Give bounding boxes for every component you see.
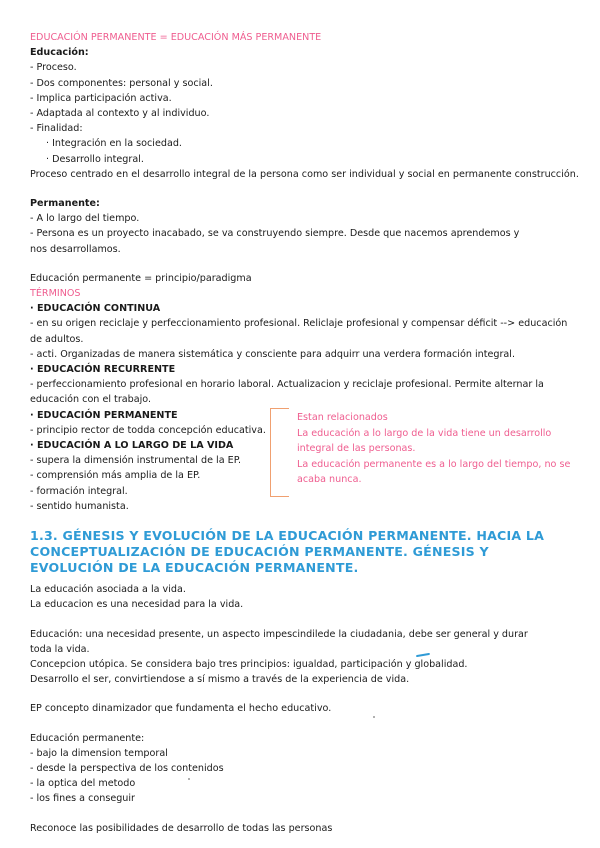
permanente-item: - Persona es un proyecto inacabado, se va construyendo siempre. Desde que nacemos aprendemos y nos desarrollamos. [30,228,520,255]
page-header: EDUCACIÓN PERMANENTE = EDUCACIÓN MÁS PERMANENTE [30,32,322,43]
margin-note [297,410,577,488]
educacion-summary: Proceso centrado en el desarrollo integral de la persona como ser individual y social en permanente construcción. [30,168,579,180]
educacion-subitem: · Integración en la sociedad. [46,138,182,150]
vida-item: - sentido humanista. [30,500,129,512]
educacion-item: - Proceso. [30,62,77,74]
ep-list-item: - desde la perspectiva de los contenidos [30,762,224,774]
continua-title: · EDUCACIÓN CONTINUA [30,303,161,315]
note-line: La educación a lo largo de la vida tiene un desarrollo integral de las personas. [297,427,552,454]
educacion-item: - Finalidad: [30,123,83,135]
continua-item: - en su origen reciclaje y perfeccionamiento profesional. Reliclaje profesional y compensar déficit --> educación de adultos. [30,318,568,345]
permanente-heading: Permanente: [30,198,100,210]
ep-list-item: - la optica del metodo [30,778,136,790]
educacion-item: - Dos componentes: personal y social. [30,77,213,89]
section-title: 1.3. GÉNESIS Y EVOLUCIÓN DE LA EDUCACIÓN PERMANENTE. HACIA LA CONCEPTUALIZACIÓN DE EDUCACIÓN PERMANENTE. GÉNESIS Y EVOLUCIÓN DE LA EDUCACIÓN PERMANENTE. [30,528,545,576]
section-paragraph-line: Concepcion utópica. Se considera bajo tres principios: igualdad, participación y globalidad. [30,658,468,670]
section-paragraph-line: La educación asociada a la vida. [30,584,186,596]
continua-item: - acti. Organizadas de manera sistemática y consciente para adquirr una verdera formación integral. [30,348,516,360]
ep-list-heading: Educación permanente: [30,732,145,744]
educacion-heading: Educación: [30,47,89,59]
ep-list-item: - bajo la dimension temporal [30,747,168,759]
stray-dot-mark [188,778,190,780]
recurrente-item: - perfeccionamiento profesional en horario laboral. Actualizacion y reciclaje profesional. Permite alternar la educación con el trabajo. [30,379,544,406]
note-line: Estan relacionados [297,412,388,423]
vida-item: - supera la dimensión instrumental de la EP. [30,455,242,467]
educacion-subitem: · Desarrollo integral. [46,153,144,165]
principio-text: Educación permanente = principio/paradigma [30,272,252,284]
permanente-item: - A lo largo del tiempo. [30,213,140,225]
relation-bracket [270,408,289,497]
section-paragraph-line: Desarrollo el ser, convirtiendose a sí mismo a través de la experiencia de vida. [30,674,410,686]
note-line: La educación permanente es a lo largo del tiempo, no se acaba nunca. [297,458,571,485]
section-paragraph-line: Reconoce las posibilidades de desarrollo de todas las personas [30,822,333,834]
stray-dot-mark [373,716,375,718]
section-paragraph-line: La educacion es una necesidad para la vida. [30,599,244,611]
vida-item: - comprensión más amplia de la EP. [30,470,201,482]
terminos-label: TÉRMINOS [30,288,81,300]
permanente-term-item: - principio rector de todda concepción educativa. [30,424,266,436]
section-paragraph-line: Educación: una necesidad presente, un aspecto impescindilede la ciudadania, debe ser general y durar toda la vida. [30,628,528,655]
permanente-term-title: · EDUCACIÓN PERMANENTE [30,409,178,421]
educacion-item: - Adaptada al contexto y al individuo. [30,108,210,120]
vida-item: - formación integral. [30,485,128,497]
section-paragraph-line: EP concepto dinamizador que fundamenta el hecho educativo. [30,703,332,715]
vida-title: · EDUCACIÓN A LO LARGO DE LA VIDA [30,440,234,452]
recurrente-title: · EDUCACIÓN RECURRENTE [30,364,176,376]
educacion-item: - Implica participación activa. [30,92,172,104]
ep-list-item: - los fines a conseguir [30,793,136,805]
